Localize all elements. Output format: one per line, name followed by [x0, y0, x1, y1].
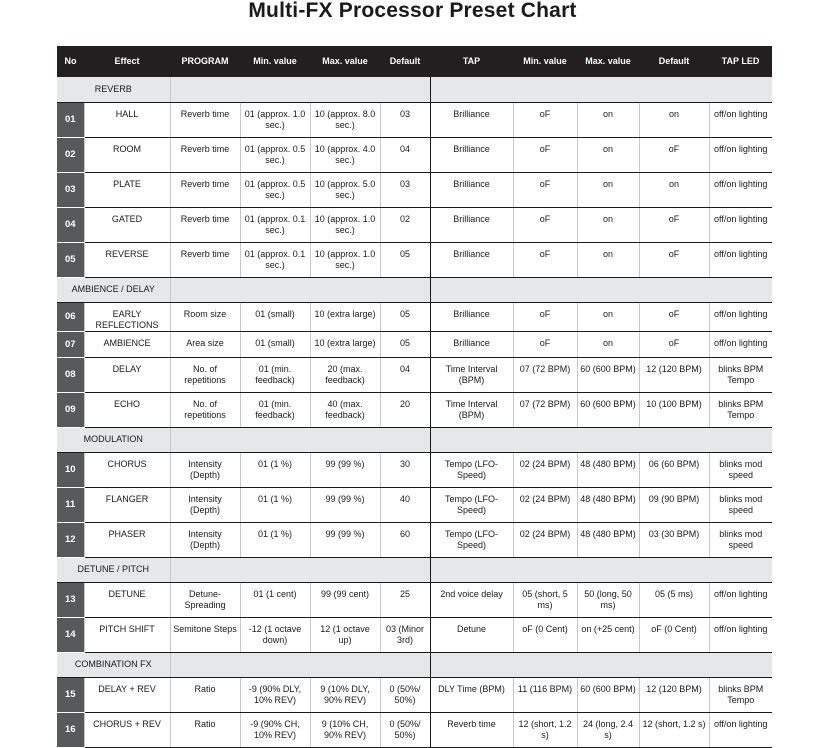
- cell-min-value: 01 (approx. 0.1 sec.): [240, 242, 310, 277]
- cell-max-value: 10 (extra large): [310, 331, 380, 357]
- cell-effect: AMBIENCE: [84, 331, 170, 357]
- row-number: 09: [57, 392, 84, 427]
- cell-tap-min-value: 07 (72 BPM): [513, 357, 577, 392]
- row-number: 04: [57, 207, 84, 242]
- cell-default: 30: [380, 452, 430, 487]
- cell-default: 60: [380, 522, 430, 557]
- cell-max-value: 99 (99 %): [310, 522, 380, 557]
- row-number: 05: [57, 242, 84, 277]
- header-default: Default: [380, 46, 430, 77]
- cell-tap-max-value: 48 (480 BPM): [577, 452, 639, 487]
- group-spacer: [170, 277, 430, 302]
- cell-tap-default: on: [639, 172, 709, 207]
- cell-program: Reverb time: [170, 102, 240, 137]
- cell-tap-default: 12 (120 BPM): [639, 357, 709, 392]
- table-row: [57, 452, 772, 487]
- header-effect: Effect: [84, 46, 170, 77]
- cell-min-value: -12 (1 octave down): [240, 617, 310, 652]
- cell-default: 20: [380, 392, 430, 427]
- cell-tap: Reverb time: [430, 712, 513, 747]
- header-tap-min-value: Min. value: [513, 46, 577, 77]
- cell-effect: ECHO: [84, 392, 170, 427]
- cell-tap-min-value: oF: [513, 207, 577, 242]
- cell-tap-max-value: on (+25 cent): [577, 617, 639, 652]
- header-tap-max-value: Max. value: [577, 46, 639, 77]
- cell-tap-default: 06 (60 BPM): [639, 452, 709, 487]
- cell-tap-max-value: 48 (480 BPM): [577, 522, 639, 557]
- table-row: [57, 137, 772, 172]
- cell-tap: DLY Time (BPM): [430, 677, 513, 712]
- cell-tap: Brilliance: [430, 137, 513, 172]
- cell-tap-default: oF: [639, 137, 709, 172]
- row-number: 15: [57, 677, 84, 712]
- table-row: [57, 207, 772, 242]
- cell-tap-min-value: oF: [513, 137, 577, 172]
- cell-program: Semitone Steps: [170, 617, 240, 652]
- cell-min-value: -9 (90% DLY, 10% REV): [240, 677, 310, 712]
- header-tap-led: TAP LED: [709, 46, 772, 77]
- cell-tap-max-value: 48 (480 BPM): [577, 487, 639, 522]
- cell-tap-led: off/on lighting: [709, 302, 772, 331]
- group-header-row: [57, 277, 772, 302]
- cell-tap-default: oF (0 Cent): [639, 617, 709, 652]
- cell-min-value: 01 (approx. 0.5 sec.): [240, 172, 310, 207]
- cell-min-value: 01 (1 %): [240, 487, 310, 522]
- chart-title: Multi-FX Processor Preset Chart: [248, 0, 577, 22]
- row-number: 11: [57, 487, 84, 522]
- cell-default: 05: [380, 331, 430, 357]
- cell-program: Area size: [170, 331, 240, 357]
- cell-tap-led: off/on lighting: [709, 331, 772, 357]
- cell-min-value: 01 (small): [240, 302, 310, 331]
- cell-effect: PLATE: [84, 172, 170, 207]
- cell-tap-max-value: on: [577, 331, 639, 357]
- cell-tap: Brilliance: [430, 331, 513, 357]
- group-name: DETUNE / PITCH: [57, 557, 170, 582]
- cell-tap-default: oF: [639, 207, 709, 242]
- cell-default: 02: [380, 207, 430, 242]
- cell-effect: DELAY + REV: [84, 677, 170, 712]
- cell-tap-min-value: oF: [513, 172, 577, 207]
- cell-tap-default: oF: [639, 302, 709, 331]
- cell-tap-default: 09 (90 BPM): [639, 487, 709, 522]
- cell-tap: Tempo (LFO-Speed): [430, 452, 513, 487]
- cell-tap-led: off/on lighting: [709, 102, 772, 137]
- group-name: MODULATION: [57, 427, 170, 452]
- cell-default: 03 (Minor 3rd): [380, 617, 430, 652]
- group-header-row: [57, 652, 772, 677]
- group-name: COMBINATION FX: [57, 652, 170, 677]
- table-row: [57, 242, 772, 277]
- table-row: [57, 712, 772, 747]
- cell-tap-max-value: on: [577, 302, 639, 331]
- cell-tap-default: oF: [639, 331, 709, 357]
- group-spacer: [430, 277, 772, 302]
- cell-min-value: 01 (min. feedback): [240, 357, 310, 392]
- cell-tap-min-value: oF: [513, 302, 577, 331]
- cell-tap-led: off/on lighting: [709, 712, 772, 747]
- cell-max-value: 10 (approx. 5.0 sec.): [310, 172, 380, 207]
- header-tap: TAP: [430, 46, 513, 77]
- group-spacer: [430, 77, 772, 102]
- cell-tap: Time Interval (BPM): [430, 392, 513, 427]
- cell-tap-max-value: on: [577, 242, 639, 277]
- table-row: [57, 582, 772, 617]
- cell-min-value: 01 (1 %): [240, 452, 310, 487]
- cell-max-value: 99 (99 %): [310, 452, 380, 487]
- cell-effect: REVERSE: [84, 242, 170, 277]
- cell-tap: Brilliance: [430, 102, 513, 137]
- cell-tap-max-value: 24 (long, 2.4 s): [577, 712, 639, 747]
- cell-tap-min-value: 02 (24 BPM): [513, 522, 577, 557]
- cell-effect: PITCH SHIFT: [84, 617, 170, 652]
- group-spacer: [170, 557, 430, 582]
- group-spacer: [430, 557, 772, 582]
- group-name: REVERB: [57, 77, 170, 102]
- cell-program: Intensity (Depth): [170, 522, 240, 557]
- cell-tap-led: blinks mod speed: [709, 452, 772, 487]
- cell-tap-default: on: [639, 102, 709, 137]
- cell-default: 03: [380, 102, 430, 137]
- cell-program: Ratio: [170, 677, 240, 712]
- cell-tap: Brilliance: [430, 242, 513, 277]
- cell-program: Reverb time: [170, 207, 240, 242]
- cell-tap-min-value: 02 (24 BPM): [513, 452, 577, 487]
- cell-tap-led: blinks BPM Tempo: [709, 677, 772, 712]
- cell-program: No. of repetitions: [170, 357, 240, 392]
- cell-tap-default: 10 (100 BPM): [639, 392, 709, 427]
- cell-effect: DETUNE: [84, 582, 170, 617]
- cell-min-value: 01 (small): [240, 331, 310, 357]
- cell-default: 05: [380, 242, 430, 277]
- cell-default: 03: [380, 172, 430, 207]
- table-row: [57, 331, 772, 357]
- table-row: [57, 522, 772, 557]
- cell-tap-led: blinks BPM Tempo: [709, 357, 772, 392]
- header-no: No: [57, 46, 84, 77]
- cell-tap-default: 05 (5 ms): [639, 582, 709, 617]
- cell-tap-max-value: on: [577, 172, 639, 207]
- table-row: [57, 102, 772, 137]
- cell-tap-min-value: 05 (short, 5 ms): [513, 582, 577, 617]
- cell-default: 25: [380, 582, 430, 617]
- cell-program: Reverb time: [170, 137, 240, 172]
- cell-tap: Tempo (LFO-Speed): [430, 487, 513, 522]
- cell-tap-led: off/on lighting: [709, 617, 772, 652]
- cell-effect: DELAY: [84, 357, 170, 392]
- group-header-row: [57, 427, 772, 452]
- cell-max-value: 10 (approx. 4.0 sec.): [310, 137, 380, 172]
- cell-effect: EARLY REFLECTIONS: [84, 302, 170, 331]
- cell-tap-max-value: 60 (600 BPM): [577, 392, 639, 427]
- cell-tap: Tempo (LFO-Speed): [430, 522, 513, 557]
- cell-tap-min-value: oF: [513, 242, 577, 277]
- group-spacer: [170, 427, 430, 452]
- cell-effect: CHORUS + REV: [84, 712, 170, 747]
- group-name: AMBIENCE / DELAY: [57, 277, 170, 302]
- cell-effect: FLANGER: [84, 487, 170, 522]
- cell-tap-min-value: 02 (24 BPM): [513, 487, 577, 522]
- cell-max-value: 10 (extra large): [310, 302, 380, 331]
- chart-body: [57, 77, 772, 747]
- cell-tap-led: blinks mod speed: [709, 487, 772, 522]
- cell-default: 40: [380, 487, 430, 522]
- group-spacer: [430, 427, 772, 452]
- cell-min-value: 01 (approx. 0.1 sec.): [240, 207, 310, 242]
- header-row: [57, 46, 772, 77]
- cell-tap: Brilliance: [430, 172, 513, 207]
- group-header-row: [57, 77, 772, 102]
- group-spacer: [170, 652, 430, 677]
- table-row: [57, 487, 772, 522]
- cell-tap-max-value: on: [577, 207, 639, 242]
- header-tap-default: Default: [639, 46, 709, 77]
- table-row: [57, 617, 772, 652]
- cell-tap: 2nd voice delay: [430, 582, 513, 617]
- cell-min-value: 01 (approx. 1.0 sec.): [240, 102, 310, 137]
- cell-tap-default: 03 (30 BPM): [639, 522, 709, 557]
- cell-tap: Time Interval (BPM): [430, 357, 513, 392]
- cell-max-value: 10 (approx. 8.0 sec.): [310, 102, 380, 137]
- cell-tap-led: off/on lighting: [709, 242, 772, 277]
- cell-effect: HALL: [84, 102, 170, 137]
- cell-program: Intensity (Depth): [170, 487, 240, 522]
- cell-tap-max-value: on: [577, 137, 639, 172]
- header-min-value: Min. value: [240, 46, 310, 77]
- cell-default: 04: [380, 357, 430, 392]
- row-number: 03: [57, 172, 84, 207]
- cell-max-value: 99 (99 cent): [310, 582, 380, 617]
- cell-default: 05: [380, 302, 430, 331]
- row-number: 14: [57, 617, 84, 652]
- cell-tap-min-value: 07 (72 BPM): [513, 392, 577, 427]
- preset-chart-table: [57, 46, 772, 748]
- row-number: 02: [57, 137, 84, 172]
- cell-tap-led: off/on lighting: [709, 172, 772, 207]
- cell-tap-led: off/on lighting: [709, 137, 772, 172]
- cell-default: 04: [380, 137, 430, 172]
- cell-max-value: 99 (99 %): [310, 487, 380, 522]
- header-program: PROGRAM: [170, 46, 240, 77]
- cell-tap-default: oF: [639, 242, 709, 277]
- cell-effect: PHASER: [84, 522, 170, 557]
- cell-tap: Brilliance: [430, 302, 513, 331]
- cell-min-value: 01 (min. feedback): [240, 392, 310, 427]
- cell-max-value: 40 (max. feedback): [310, 392, 380, 427]
- cell-tap: Detune: [430, 617, 513, 652]
- row-number: 08: [57, 357, 84, 392]
- cell-tap-led: off/on lighting: [709, 207, 772, 242]
- row-number: 06: [57, 302, 84, 331]
- cell-program: Ratio: [170, 712, 240, 747]
- cell-max-value: 9 (10% CH, 90% REV): [310, 712, 380, 747]
- row-number: 16: [57, 712, 84, 747]
- cell-min-value: 01 (1 %): [240, 522, 310, 557]
- row-number: 01: [57, 102, 84, 137]
- cell-min-value: -9 (90% CH, 10% REV): [240, 712, 310, 747]
- cell-max-value: 20 (max. feedback): [310, 357, 380, 392]
- cell-tap-led: blinks mod speed: [709, 522, 772, 557]
- table-row: [57, 392, 772, 427]
- cell-tap-led: off/on lighting: [709, 582, 772, 617]
- cell-min-value: 01 (approx. 0.5 sec.): [240, 137, 310, 172]
- group-header-row: [57, 557, 772, 582]
- cell-tap-max-value: on: [577, 102, 639, 137]
- cell-tap-default: 12 (120 BPM): [639, 677, 709, 712]
- cell-max-value: 9 (10% DLY, 90% REV): [310, 677, 380, 712]
- header-max-value: Max. value: [310, 46, 380, 77]
- cell-tap-default: 12 (short, 1.2 s): [639, 712, 709, 747]
- cell-default: 0 (50%/ 50%): [380, 712, 430, 747]
- cell-program: Reverb time: [170, 242, 240, 277]
- cell-max-value: 10 (approx. 1.0 sec.): [310, 242, 380, 277]
- cell-effect: ROOM: [84, 137, 170, 172]
- cell-default: 0 (50%/ 50%): [380, 677, 430, 712]
- row-number: 07: [57, 331, 84, 357]
- cell-program: No. of repetitions: [170, 392, 240, 427]
- cell-tap-min-value: oF (0 Cent): [513, 617, 577, 652]
- cell-tap: Brilliance: [430, 207, 513, 242]
- cell-tap-max-value: 60 (600 BPM): [577, 357, 639, 392]
- row-number: 13: [57, 582, 84, 617]
- cell-program: Reverb time: [170, 172, 240, 207]
- group-spacer: [430, 652, 772, 677]
- cell-max-value: 12 (1 octave up): [310, 617, 380, 652]
- cell-tap-max-value: 50 (long, 50 ms): [577, 582, 639, 617]
- row-number: 10: [57, 452, 84, 487]
- cell-program: Detune-Spreading: [170, 582, 240, 617]
- cell-tap-min-value: oF: [513, 331, 577, 357]
- cell-effect: CHORUS: [84, 452, 170, 487]
- cell-tap-min-value: oF: [513, 102, 577, 137]
- cell-tap-min-value: 12 (short, 1.2 s): [513, 712, 577, 747]
- row-number: 12: [57, 522, 84, 557]
- cell-program: Room size: [170, 302, 240, 331]
- cell-tap-led: blinks BPM Tempo: [709, 392, 772, 427]
- table-row: [57, 677, 772, 712]
- cell-tap-max-value: 60 (600 BPM): [577, 677, 639, 712]
- cell-min-value: 01 (1 cent): [240, 582, 310, 617]
- table-row: [57, 172, 772, 207]
- cell-program: Intensity (Depth): [170, 452, 240, 487]
- cell-effect: GATED: [84, 207, 170, 242]
- cell-tap-min-value: 11 (116 BPM): [513, 677, 577, 712]
- cell-max-value: 10 (approx. 1.0 sec.): [310, 207, 380, 242]
- table-row: [57, 302, 772, 331]
- table-row: [57, 357, 772, 392]
- group-spacer: [170, 77, 430, 102]
